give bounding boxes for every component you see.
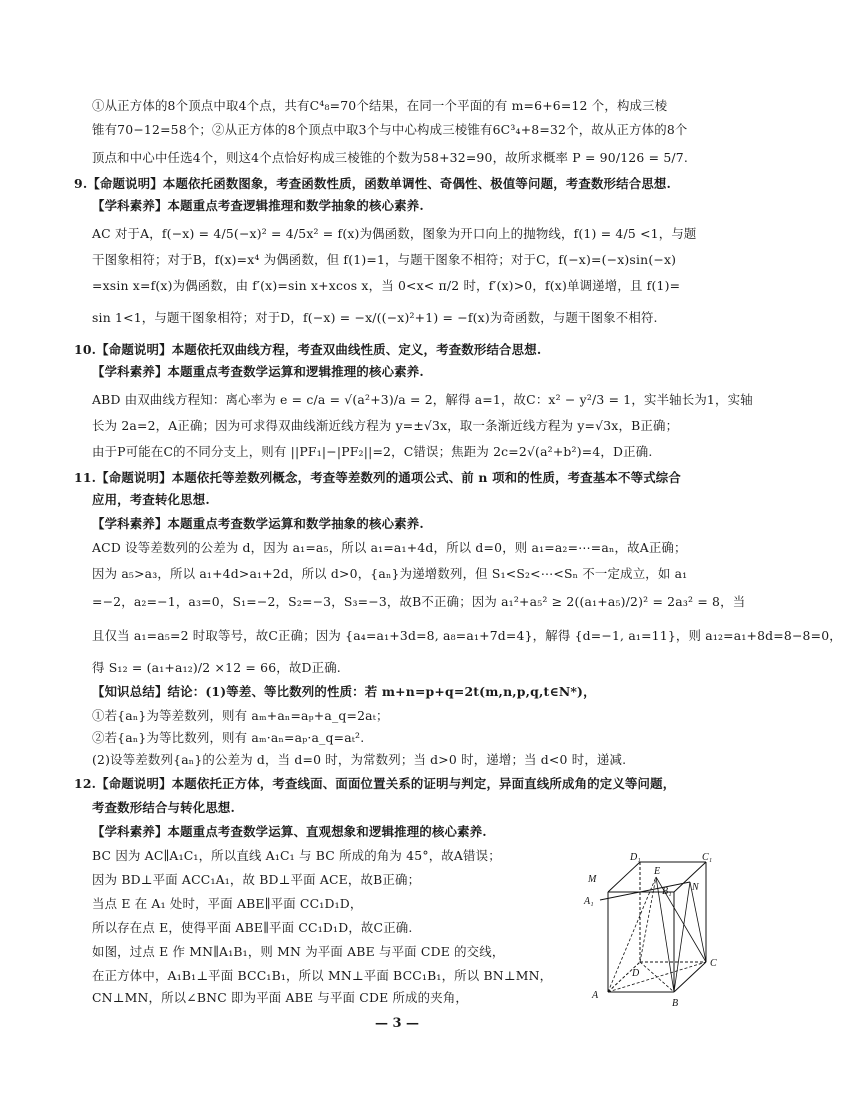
label-B: B [672, 998, 679, 1009]
text-line: =−2，a₂=−1，a₃=0，S₁=−2，S₂=−3，S₃=−3，故B不正确；因为 a₁²+a₅² ≥ 2((a₁+a₅)/2)² = 2a₃² = 8，当 [92, 594, 746, 609]
label-C1: C₁ [702, 852, 713, 863]
text-line: 如图，过点 E 作 MN∥A₁B₁，则 MN 为平面 ABE 与平面 CDE 的交线， [92, 944, 505, 959]
text-line: 顶点和中心中任选4个，则这4个点恰好构成三棱锥的个数为58+32=90，故所求概率 P = 90/126 = 5/7. [92, 150, 689, 165]
text-line: 考查数形结合与转化思想. [92, 800, 236, 815]
text-line: 【学科素养】本题重点考查逻辑推理和数学抽象的核心素养. [92, 198, 424, 213]
text-line: 12.【命题说明】本题依托正方体，考查线面、面面位置关系的证明与判定，异面直线所成角的定义等问题， [74, 776, 676, 791]
text-line: 【知识总结】结论：(1)等差、等比数列的性质：若 m+n=p+q=2t(m,n,p,q,t∈N*)， [92, 684, 596, 699]
text-line: ABD 由双曲线方程知：离心率为 e = c/a = √(a²+3)/a = 2，解得 a=1，故C：x² − y²/3 = 1，实半轴长为1，实轴 [92, 392, 753, 407]
label-E: E [654, 866, 661, 877]
text-line: ①若{aₙ}为等差数列，则有 aₘ+aₙ=aₚ+a_q=2aₜ； [92, 708, 389, 723]
label-D1: D₁ [630, 852, 641, 863]
text-line: 得 S₁₂ = (a₁+a₁₂)/2 ×12 = 66，故D正确. [92, 660, 341, 675]
text-line: 11.【命题说明】本题依托等差数列概念，考查等差数列的通项公式、前 n 项和的性质，考查基本不等式综合 [74, 470, 681, 485]
text-line: 且仅当 a₁=a₅=2 时取等号，故C正确；因为 {a₄=a₁+3d=8, a₈=a₁+7d=4}，解得 {d=−1, a₁=11}，则 a₁₂=a₁+8d=8−8=0， [92, 628, 842, 643]
label-D: D [632, 968, 640, 979]
cube-figure [578, 852, 723, 1012]
label-A: A [592, 990, 599, 1001]
text-line: ②若{aₙ}为等比数列，则有 aₘ·aₙ=aₚ·a_q=aₜ². [92, 730, 365, 745]
page-number: — 3 — [374, 1016, 420, 1031]
text-line: 长为 2a=2，A正确；因为可求得双曲线渐近线方程为 y=±√3x，取一条渐近线方程为 y=√3x，B正确； [92, 418, 679, 433]
text-line: ①从正方体的8个顶点中取4个点，共有C⁴₈=70个结果，在同一个平面的有 m=6+6=12 个，构成三棱 [92, 98, 668, 113]
text-line: sin 1<1，与题干图象相符；对于D，f(−x) = −x/((−x)²+1) = −f(x)为奇函数，与题干图象不相符. [92, 310, 658, 325]
label-B1: B₁ [662, 886, 672, 897]
text-line: 【学科素养】本题重点考查数学运算和逻辑推理的核心素养. [92, 364, 424, 379]
text-line: 应用，考查转化思想. [92, 492, 210, 507]
text-line: 因为 BD⊥平面 ACC₁A₁，故 BD⊥平面 ACE，故B正确； [92, 872, 421, 887]
text-line: 【学科素养】本题重点考查数学运算和数学抽象的核心素养. [92, 516, 424, 531]
text-line: 10.【命题说明】本题依托双曲线方程，考查双曲线性质、定义，考查数形结合思想. [74, 342, 542, 357]
text-line: ACD 设等差数列的公差为 d，因为 a₁=a₅，所以 a₁=a₁+4d，所以 d=0，则 a₁=a₂=⋯=aₙ，故A正确； [92, 540, 687, 555]
text-line: 由于P可能在C的不同分支上，则有 ||PF₁|−|PF₂||=2，C错误；焦距为 2c=2√(a²+b²)=4，D正确. [92, 444, 653, 459]
label-C: C [710, 958, 717, 969]
label-M: M [588, 874, 597, 885]
text-line: 当点 E 在 A₁ 处时，平面 ABE∥平面 CC₁D₁D， [92, 896, 363, 911]
text-line: =xsin x=f(x)为偶函数，由 f′(x)=sin x+xcos x，当 0<x< π/2 时，f′(x)>0，f(x)单调递增，且 f(1)= [92, 278, 681, 293]
text-line: 在正方体中，A₁B₁⊥平面 BCC₁B₁，所以 MN⊥平面 BCC₁B₁，所以 BN⊥MN， [92, 968, 553, 983]
text-line: 【学科素养】本题重点考查数学运算、直观想象和逻辑推理的核心素养. [92, 824, 487, 839]
label-N: N [692, 882, 699, 893]
label-A1: A₁ [584, 896, 594, 907]
text-line: 因为 a₅>a₃，所以 a₁+4d>a₁+2d，所以 d>0，{aₙ}为递增数列，但 S₁<S₂<⋯<Sₙ 不一定成立，如 a₁ [92, 566, 688, 581]
text-line: 锥有70−12=58个；②从正方体的8个顶点中取3个与中心构成三棱锥有6C³₄+8=32个，故从正方体的8个 [92, 122, 688, 137]
text-line: CN⊥MN，所以∠BNC 即为平面 ABE 与平面 CDE 所成的夹角， [92, 990, 469, 1005]
text-line: BC 因为 AC∥A₁C₁，所以直线 A₁C₁ 与 BC 所成的角为 45°，故A错误； [92, 848, 501, 863]
text-line: 干图象相符；对于B，f(x)=x⁴ 为偶函数，但 f(1)=1，与题干图象不相符；对于C，f(−x)=(−x)sin(−x) [92, 252, 677, 267]
text-line: 所以存在点 E，使得平面 ABE∥平面 CC₁D₁D，故C正确. [92, 920, 413, 935]
text-line: AC 对于A，f(−x) = 4/5(−x)² = 4/5x² = f(x)为偶函数，图象为开口向上的抛物线，f(1) = 4/5 <1，与题 [92, 226, 697, 241]
text-line: 9.【命题说明】本题依托函数图象，考查函数性质，函数单调性、奇偶性、极值等问题，考查数形结合思想. [74, 176, 672, 191]
text-line: (2)设等差数列{aₙ}的公差为 d，当 d=0 时，为常数列；当 d>0 时，递增；当 d<0 时，递减. [92, 752, 627, 767]
